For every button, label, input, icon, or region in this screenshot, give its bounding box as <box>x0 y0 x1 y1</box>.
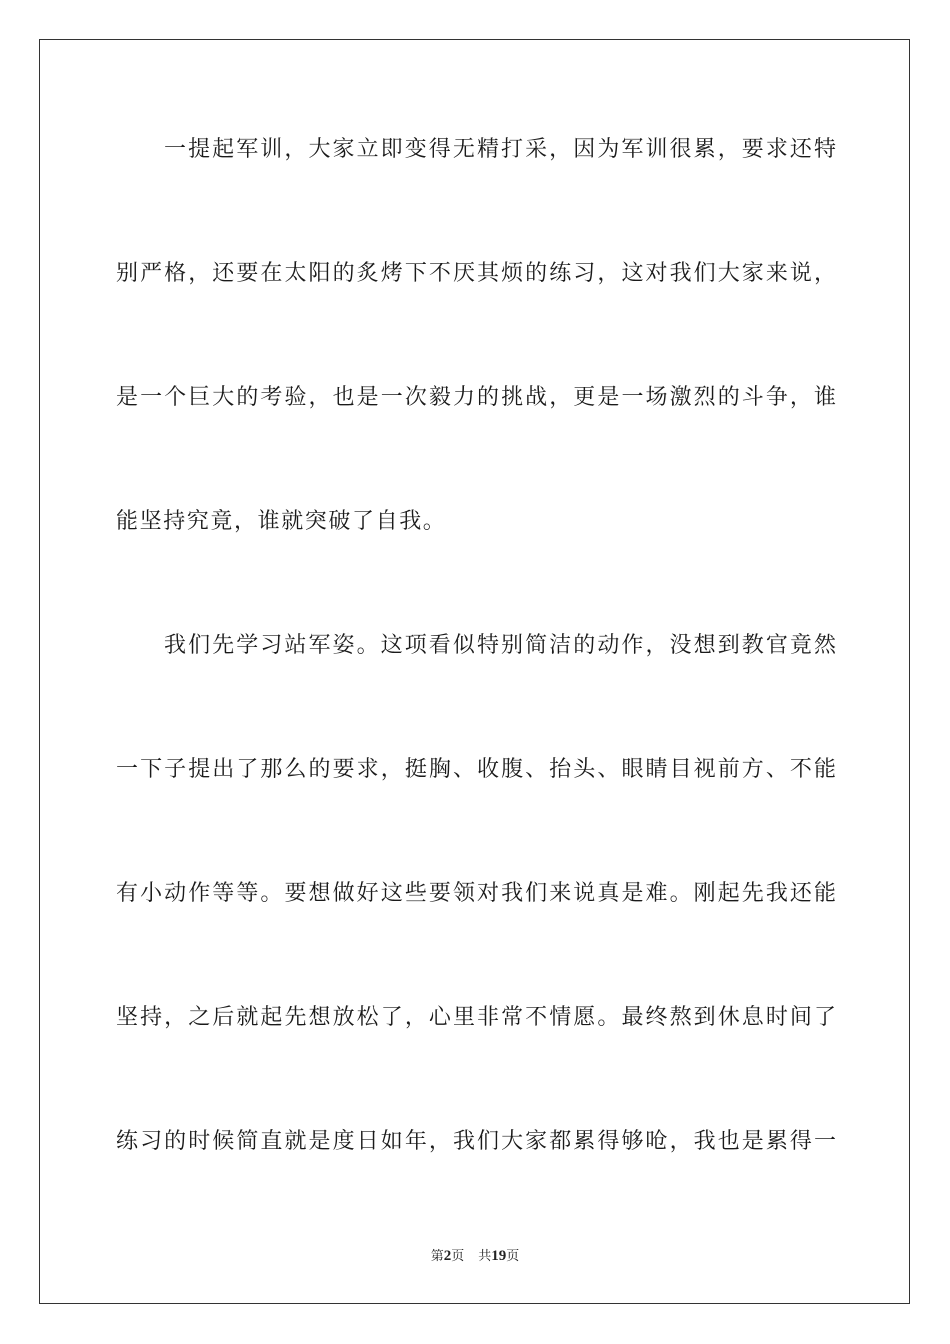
page-suffix: 页 <box>451 1249 465 1264</box>
paragraph-1-line-4: 能坚持究竟，谁就突破了自我。 <box>116 509 447 534</box>
total-suffix: 页 <box>506 1249 520 1264</box>
paragraph-2-line-5: 练习的时候简直就是度日如年，我们大家都累得够呛，我也是累得一 <box>116 1129 836 1154</box>
paragraph-2-line-2: 一下子提出了那么的要求，挺胸、收腹、抬头、眼睛目视前方、不能 <box>116 757 836 782</box>
paragraph-2-line-1: 我们先学习站军姿。这项看似特别简洁的动作，没想到教官竟然 <box>164 633 836 658</box>
paragraph-1-line-1: 一提起军训，大家立即变得无精打采，因为军训很累，要求还特 <box>164 137 836 162</box>
total-prefix: 共 <box>478 1249 492 1264</box>
paragraph-2-line-4: 坚持，之后就起先想放松了，心里非常不情愿。最终熬到休息时间了 <box>116 1005 836 1030</box>
page-prefix: 第 <box>430 1249 444 1264</box>
paragraph-2-line-3: 有小动作等等。要想做好这些要领对我们来说真是难。刚起先我还能 <box>116 881 836 906</box>
total-page-count: 19 <box>491 1248 507 1264</box>
current-page-number: 2 <box>443 1248 452 1264</box>
paragraph-1-line-2: 别严格，还要在太阳的炙烤下不厌其烦的练习，这对我们大家来说， <box>116 261 836 286</box>
page-footer <box>0 1247 950 1266</box>
page-border <box>39 39 910 1304</box>
paragraph-1-line-3: 是一个巨大的考验，也是一次毅力的挑战，更是一场激烈的斗争，谁 <box>116 385 836 410</box>
